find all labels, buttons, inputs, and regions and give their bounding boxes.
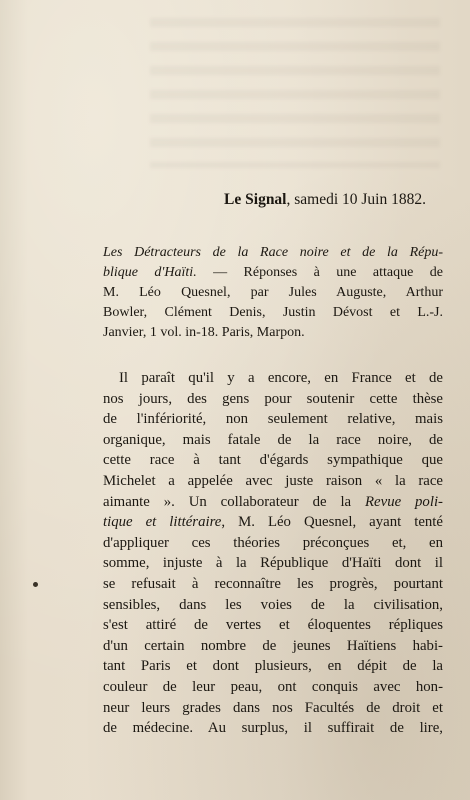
publication-title: tique et littéraire — [103, 514, 222, 531]
body-text: cette race à tant d'égards sympathique que — [103, 452, 443, 469]
body-line — [103, 698, 443, 719]
citation-line — [103, 283, 443, 303]
body-text: d'un certain nombre de jeunes Haïtiens habi- — [103, 637, 443, 654]
body-line — [103, 636, 443, 657]
citation-line — [103, 243, 443, 263]
body-line — [103, 430, 443, 451]
body-paragraph — [103, 368, 443, 739]
citation-text: M. Léo Quesnel, par Jules Auguste, Arthur — [103, 285, 443, 300]
body-line — [103, 656, 443, 677]
body-text: neur leurs grades dans nos Facultés de droit et — [103, 699, 443, 716]
body-line — [103, 615, 443, 636]
body-text: nos jours, des gens pour soutenir cette thèse — [103, 390, 443, 407]
body-text: se refusait à reconnaître les progrès, pourtant — [103, 575, 443, 592]
body-text: , M. Léo Quesnel, ayant tenté — [221, 514, 443, 531]
book-citation — [103, 243, 443, 343]
body-line — [103, 677, 443, 698]
body-text: sensibles, dans les voies de la civilisation, — [103, 596, 443, 613]
dateline — [100, 190, 426, 210]
body-text: aimante ». Un collaborateur de la — [103, 493, 366, 510]
body-line — [103, 409, 443, 430]
dateline-date: , samedi 10 Juin 1882. — [286, 191, 426, 208]
body-text: de l'infériorité, non seulement relative, mais — [103, 411, 443, 428]
body-text: couleur de leur peau, ont conquis avec hon- — [103, 678, 443, 695]
body-line — [103, 389, 443, 410]
citation-line — [103, 323, 443, 343]
show-through-text — [150, 18, 440, 168]
citation-text: Janvier, 1 vol. in-18. Paris, Marpon. — [103, 325, 305, 340]
body-text: Il paraît qu'il y a encore, en France et de — [119, 370, 443, 386]
body-line — [103, 471, 443, 492]
body-line — [103, 553, 443, 574]
citation-line — [103, 263, 443, 283]
citation-title: blique d'Haïti. — [103, 265, 197, 280]
body-text: s'est attiré de vertes et éloquentes répliques — [103, 617, 443, 634]
publication-title: Revue poli- — [365, 493, 443, 510]
citation-text: — Réponses à une attaque de — [196, 265, 443, 280]
body-line — [103, 595, 443, 616]
margin-ink-mark — [33, 582, 38, 587]
citation-text: Bowler, Clément Denis, Justin Dévost et L.-J. — [103, 305, 443, 320]
body-line — [103, 512, 443, 533]
body-line — [103, 368, 443, 389]
body-text: organique, mais fatale de la race noire, de — [103, 431, 443, 448]
body-line — [103, 450, 443, 471]
body-text: tant Paris et dont plusieurs, en dépit de la — [103, 658, 443, 675]
citation-line — [103, 303, 443, 323]
body-line — [103, 574, 443, 595]
citation-title: Les Détracteurs de la Race noire et de la Répu- — [103, 245, 443, 260]
body-line — [103, 718, 443, 739]
body-text: Michelet a appelée avec juste raison « la race — [103, 472, 443, 489]
body-text: de médecine. Au surplus, il suffirait de lire, — [103, 720, 443, 737]
body-text: d'appliquer ces théories préconçues et, en — [103, 534, 443, 551]
body-line — [103, 533, 443, 554]
body-text: somme, injuste à la République d'Haïti dont il — [103, 555, 443, 572]
journal-name: Le Signal — [224, 191, 287, 208]
body-line — [103, 492, 443, 513]
